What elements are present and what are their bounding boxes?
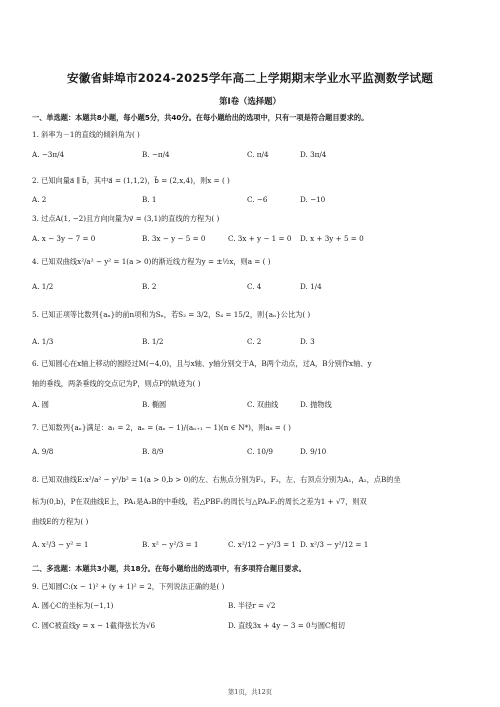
option-d: D. x²/3 − y²/12 = 1 [300, 540, 369, 549]
page-footer: 第1页，共12页 [227, 688, 273, 696]
option-c: C. 10/9 [247, 447, 273, 456]
option-c: C. 2 [247, 337, 262, 346]
option-a: A. 9/8 [32, 447, 54, 456]
question-9: 9. 已知圆C:(x − 1)² + (y + 1)² = 2，下列说法正确的是( ) [32, 582, 225, 591]
option-b: B. 1/2 [142, 337, 164, 346]
question-2: 2. 已知向量a⃗ ∥ b⃗，其中a⃗ = (1,1,2)，b⃗ = (2,x,4)，则x = ( ) [32, 176, 230, 185]
option-a: A. x − 3y − 7 = 0 [32, 234, 96, 243]
option-b: B. 2 [142, 282, 157, 291]
question-6: 6. 已知圆心在x轴上移动的圆经过M(−4,0)，且与x轴、y轴分别交于A，B两个动点，过A，B分别作x轴、y [32, 359, 372, 368]
question-5: 5. 已知正项等比数列{aₙ}的前n项和为Sₙ，若S₂ = 3/2，S₄ = 15/2，则{aₙ}公比为( ) [32, 310, 311, 319]
option-b: B. 1 [142, 195, 157, 204]
option-b: B. 椭圆 [142, 400, 167, 409]
option-c: C. π/4 [247, 150, 269, 159]
question-8: 8. 已知双曲线E:x²/a² − y²/b² = 1(a > 0,b > 0)的左、右焦点分别为F₁，F₂，左、右顶点分别为A₁，A₂，点B的坐 [32, 475, 401, 484]
option-c: C. 4 [247, 282, 262, 291]
option-d: D. 抛物线 [300, 400, 332, 409]
option-b: B. −π/4 [142, 150, 170, 159]
volume-subtitle: 第I卷（选择题） [219, 96, 281, 106]
question-8-continued: 标为(0,b)，P在双曲线E上，PA₁是A₂B的中垂线，若△PBF₁的周长与△PA₂F₂的周长之差为1 + √7，则双 [32, 497, 367, 506]
question-6-continued: 轴的垂线，两条垂线的交点记为P，则点P的轨迹为( ) [32, 379, 201, 388]
question-4: 4. 已知双曲线x²/a² − y² = 1(a > 0)的渐近线方程为y = ±½x，则a = ( ) [32, 257, 271, 266]
option-d: D. 3π/4 [300, 150, 327, 159]
option-d: D. 9/10 [300, 447, 327, 456]
option-c: C. 3x + y − 1 = 0 [228, 234, 292, 243]
option-c: C. x²/12 − y²/3 = 1 [228, 540, 297, 549]
option-c: C. −6 [247, 195, 268, 204]
option-d: D. x + 3y + 5 = 0 [300, 234, 364, 243]
option-a: A. 1/3 [32, 337, 54, 346]
question-1: 1. 斜率为－1的直线的倾斜角为( ) [32, 130, 140, 139]
option-a: A. 2 [32, 195, 47, 204]
exam-title: 安徽省蚌埠市2024-2025学年高二上学期期末学业水平监测数学试题 [67, 71, 433, 85]
option-d: D. −10 [300, 195, 326, 204]
option-a: A. 圆 [32, 400, 49, 409]
option-a: A. 1/2 [32, 282, 54, 291]
option-b: B. x² − y²/3 = 1 [142, 540, 199, 549]
question-3: 3. 过点A(1, −2)且方向向量为v⃗ = (3,1)的直线的方程为( ) [32, 214, 220, 223]
option-c: C. 圆C被直线y = x − 1截得弦长为√6 [32, 621, 156, 630]
option-a: A. −3π/4 [32, 150, 65, 159]
section-single-choice: 一、单选题：本题共8小题，每小题5分，共40分。在每小题给出的选项中，只有一项是符合题目要求的。 [32, 113, 369, 122]
option-b: B. 8/9 [142, 447, 164, 456]
option-d: D. 3 [300, 337, 315, 346]
question-8-continued-2: 曲线E的方程为( ) [32, 517, 89, 526]
option-a: A. x²/3 − y² = 1 [32, 540, 89, 549]
question-7: 7. 已知数列{aₙ}满足：a₁ = 2，aₙ = (aₙ − 1)/(aₙ₊₁ − 1)(n ∈ N*)，则a₈ = ( ) [32, 423, 291, 432]
section-multiple-choice: 二、多选题：本题共3小题，共18分。在每小题给出的选项中，有多项符合题目要求。 [32, 564, 306, 573]
option-a: A. 圆心C的坐标为(−1,1) [32, 601, 114, 610]
option-b: B. 3x − y − 5 = 0 [142, 234, 206, 243]
option-c: C. 双曲线 [247, 400, 279, 409]
option-d: D. 1/4 [300, 282, 322, 291]
option-b: B. 半径r = √2 [228, 601, 276, 610]
option-d: D. 直线3x + 4y − 3 = 0与圆C相切 [228, 621, 345, 630]
